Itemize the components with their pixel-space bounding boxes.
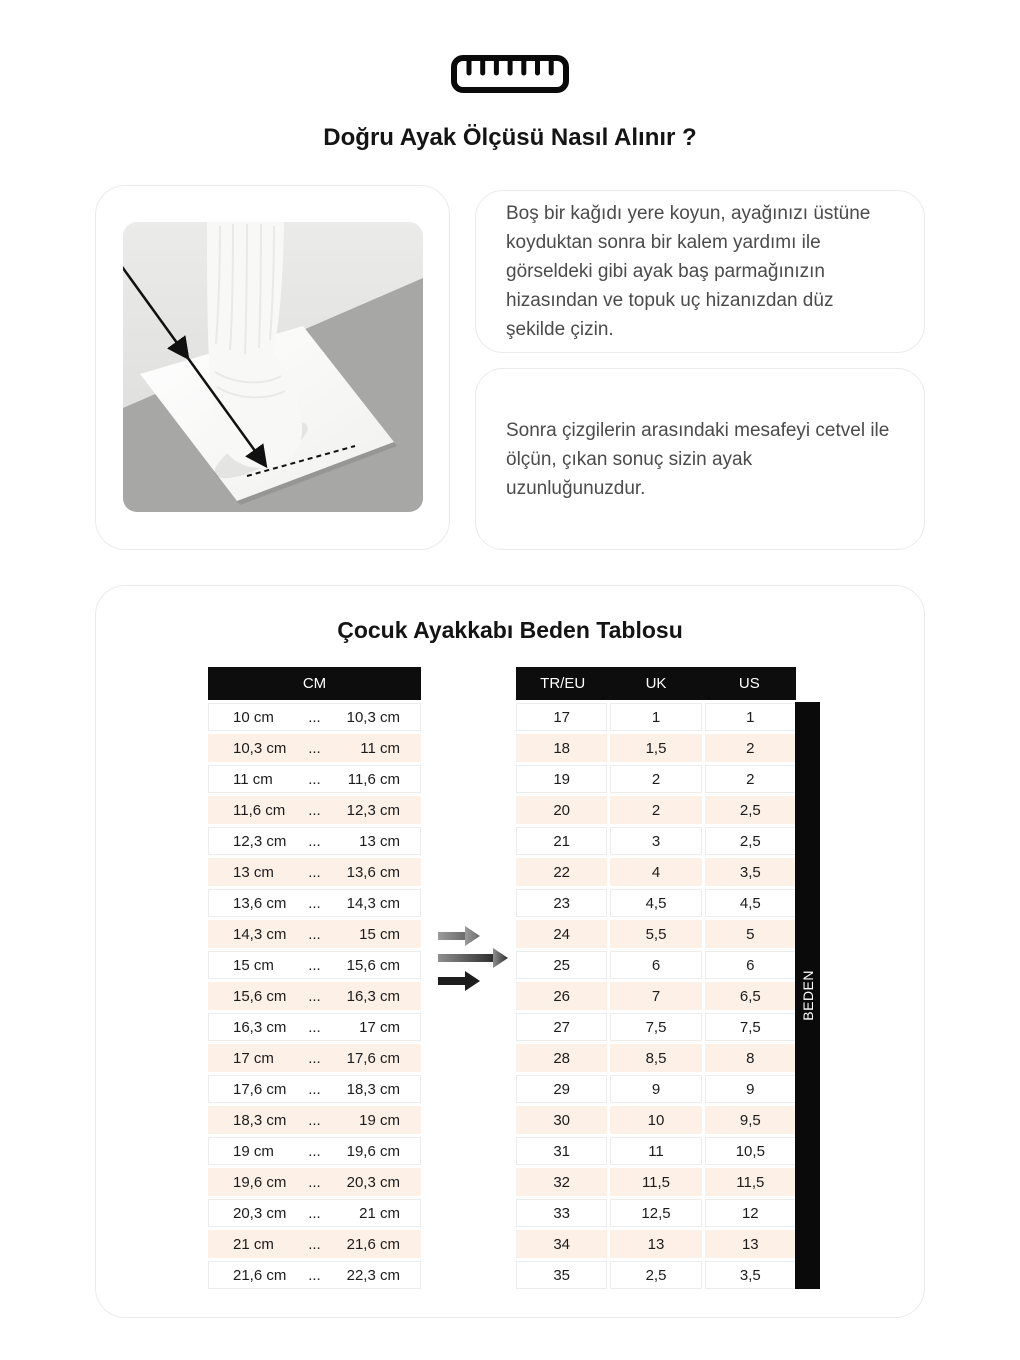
table-cell: 20 — [516, 796, 607, 824]
table-cell: 17 cm — [359, 1018, 400, 1036]
table-row — [516, 1106, 796, 1134]
table-row — [516, 1230, 796, 1258]
table-row — [516, 765, 796, 793]
table-cell: 15,6 cm — [346, 956, 400, 974]
table-cell: 7 — [610, 982, 701, 1010]
table-cell: ... — [308, 925, 321, 943]
table-cell: 2 — [610, 765, 701, 793]
table-cell: 1 — [705, 703, 796, 731]
instruction-step-2-text: Sonra çizgilerin arasındaki mesafeyi cetvel ile ölçün, çıkan sonuç sizin ayak uzunluğunuzdur. — [506, 419, 890, 499]
table-cell: 13 — [705, 1230, 796, 1258]
table-cell: 4,5 — [610, 889, 701, 917]
beden-label: BEDEN — [799, 970, 816, 1021]
table-cell: 12 — [705, 1199, 796, 1227]
table-cell: 32 — [516, 1168, 607, 1196]
table-row — [208, 703, 421, 731]
table-cell: 31 — [516, 1137, 607, 1165]
table-row — [516, 1013, 796, 1041]
table-cell: ... — [308, 1049, 321, 1067]
table-cell: 11,5 — [705, 1168, 796, 1196]
table-cell: ... — [308, 1111, 321, 1129]
table-cell: ... — [308, 770, 321, 788]
table-cell: 15,6 cm — [233, 987, 287, 1005]
table-cell: 11 cm — [233, 770, 273, 788]
table-cell: 7,5 — [705, 1013, 796, 1041]
table-cell: 20,3 cm — [346, 1173, 400, 1191]
table-cell: 21 cm — [359, 1204, 400, 1222]
table-cell: ... — [308, 987, 321, 1005]
instruction-step-1-card — [475, 190, 925, 353]
table-cell: ... — [308, 1235, 321, 1253]
table-cell: 11,6 cm — [347, 770, 400, 788]
table-row — [516, 734, 796, 762]
table-cell: ... — [308, 739, 321, 757]
table-row — [208, 1013, 421, 1041]
table-cell: 12,3 cm — [346, 801, 400, 819]
table-cell: 13 cm — [359, 832, 400, 850]
table-cell: 17 — [516, 703, 607, 731]
table-cell: 1 — [610, 703, 701, 731]
table-cell: 19,6 cm — [233, 1173, 287, 1191]
table-cell: 17 cm — [233, 1049, 274, 1067]
table-row — [208, 734, 421, 762]
table-cell: 30 — [516, 1106, 607, 1134]
size-table-body — [516, 703, 796, 1289]
table-row — [208, 889, 421, 917]
table-cell: 10 cm — [233, 708, 274, 726]
table-cell: 13,6 cm — [233, 894, 287, 912]
size-table-card — [95, 585, 925, 1318]
table-cell: 4 — [610, 858, 701, 886]
cm-range-table — [208, 667, 421, 1289]
table-cell: 13 — [610, 1230, 701, 1258]
table-cell: 11 — [610, 1137, 701, 1165]
table-cell: 2 — [610, 796, 701, 824]
table-cell: 18,3 cm — [346, 1080, 400, 1098]
table-cell: 21,6 cm — [233, 1266, 287, 1284]
table-cell: 10,5 — [705, 1137, 796, 1165]
table-row — [516, 920, 796, 948]
table-cell: 2 — [705, 734, 796, 762]
table-cell: 8,5 — [610, 1044, 701, 1072]
size-table-title: Çocuk Ayakkabı Beden Tablosu — [337, 617, 683, 643]
table-row — [516, 1261, 796, 1289]
table-cell: 23 — [516, 889, 607, 917]
mapping-arrows-icon — [438, 918, 518, 998]
table-cell: 24 — [516, 920, 607, 948]
table-cell: 20,3 cm — [233, 1204, 287, 1222]
table-cell: 3,5 — [705, 1261, 796, 1289]
table-cell: 18 — [516, 734, 607, 762]
table-row — [208, 1168, 421, 1196]
table-cell: 18,3 cm — [233, 1111, 287, 1129]
table-cell: 34 — [516, 1230, 607, 1258]
table-cell: 15 cm — [233, 956, 274, 974]
table-cell: 10,3 cm — [346, 708, 400, 726]
measurement-photo-card — [95, 185, 450, 550]
page-title: Doğru Ayak Ölçüsü Nasıl Alınır ? — [323, 124, 697, 151]
table-cell: 17,6 cm — [233, 1080, 287, 1098]
table-row — [516, 1199, 796, 1227]
table-cell: 2,5 — [610, 1261, 701, 1289]
table-row — [516, 1137, 796, 1165]
table-row — [516, 796, 796, 824]
table-cell: ... — [308, 956, 321, 974]
table-cell: 14,3 cm — [346, 894, 400, 912]
table-cell: 6 — [610, 951, 701, 979]
table-row — [208, 951, 421, 979]
table-cell: 3,5 — [705, 858, 796, 886]
table-cell: 6,5 — [705, 982, 796, 1010]
table-cell: 3 — [610, 827, 701, 855]
table-cell: 10 — [610, 1106, 701, 1134]
table-row — [516, 1168, 796, 1196]
beden-side-bar — [795, 702, 820, 1289]
table-cell: 6 — [705, 951, 796, 979]
header-tr-eu: TR/EU — [540, 675, 586, 692]
table-row — [208, 827, 421, 855]
table-cell: 19,6 cm — [346, 1142, 400, 1160]
table-cell: 21,6 cm — [346, 1235, 400, 1253]
table-cell: 9 — [610, 1075, 701, 1103]
table-cell: 26 — [516, 982, 607, 1010]
table-row — [208, 796, 421, 824]
table-cell: 28 — [516, 1044, 607, 1072]
table-cell: 21 cm — [233, 1235, 274, 1253]
table-cell: 16,3 cm — [233, 1018, 287, 1036]
cm-table-header: CM — [208, 667, 421, 700]
table-cell: 16,3 cm — [346, 987, 400, 1005]
table-cell: 4,5 — [705, 889, 796, 917]
table-row — [208, 1230, 421, 1258]
foot-measurement-photo — [123, 222, 423, 512]
ruler-icon — [95, 55, 925, 98]
table-cell: 10,3 cm — [233, 739, 287, 757]
table-cell: 9 — [705, 1075, 796, 1103]
table-cell: 22 — [516, 858, 607, 886]
table-cell: ... — [308, 708, 321, 726]
instruction-step-2-card — [475, 368, 925, 550]
table-cell: 9,5 — [705, 1106, 796, 1134]
table-cell: 2,5 — [705, 796, 796, 824]
header-uk: UK — [645, 675, 667, 692]
table-cell: 12,5 — [610, 1199, 701, 1227]
table-cell: ... — [308, 1266, 321, 1284]
table-cell: 15 cm — [359, 925, 400, 943]
table-cell: 5,5 — [610, 920, 701, 948]
table-row — [208, 765, 421, 793]
table-row — [208, 920, 421, 948]
size-table-header — [516, 667, 796, 700]
table-cell: 12,3 cm — [233, 832, 287, 850]
table-cell: 21 — [516, 827, 607, 855]
table-cell: 2,5 — [705, 827, 796, 855]
table-cell: 14,3 cm — [233, 925, 287, 943]
table-cell: ... — [308, 1173, 321, 1191]
table-row — [208, 982, 421, 1010]
instruction-step-1-text: Boş bir kağıdı yere koyun, ayağınızı üstüne koyduktan sonra bir kalem yardımı ile görseldeki gibi ayak baş parmağınızın hizasından ve topuk uç hizanızdan düz şekilde çizin. — [506, 203, 871, 340]
table-cell: ... — [308, 863, 321, 881]
table-cell: ... — [308, 832, 321, 850]
table-row — [516, 703, 796, 731]
table-cell: 13 cm — [233, 863, 274, 881]
table-cell: 25 — [516, 951, 607, 979]
table-cell: 11 cm — [360, 739, 400, 757]
table-cell: 2 — [705, 765, 796, 793]
table-row — [516, 951, 796, 979]
table-cell: 19 cm — [233, 1142, 274, 1160]
table-row — [516, 1075, 796, 1103]
table-row — [208, 1044, 421, 1072]
table-cell: 8 — [705, 1044, 796, 1072]
table-row — [208, 858, 421, 886]
table-row — [208, 1106, 421, 1134]
table-cell: ... — [308, 1018, 321, 1036]
table-row — [208, 1261, 421, 1289]
table-cell: 11,5 — [610, 1168, 701, 1196]
cm-table-body — [208, 703, 421, 1289]
table-cell: ... — [308, 1080, 321, 1098]
table-row — [208, 1075, 421, 1103]
table-cell: 19 — [516, 765, 607, 793]
table-cell: 5 — [705, 920, 796, 948]
table-row — [516, 889, 796, 917]
table-row — [208, 1199, 421, 1227]
table-cell: 35 — [516, 1261, 607, 1289]
table-row — [516, 1044, 796, 1072]
header-us: US — [738, 675, 760, 692]
table-cell: 19 cm — [359, 1111, 400, 1129]
table-cell: 22,3 cm — [346, 1266, 400, 1284]
table-cell: 29 — [516, 1075, 607, 1103]
size-conversion-table — [516, 667, 796, 1289]
table-cell: ... — [308, 801, 321, 819]
table-cell: 27 — [516, 1013, 607, 1041]
table-cell: 1,5 — [610, 734, 701, 762]
table-cell: ... — [308, 894, 321, 912]
table-cell: 17,6 cm — [346, 1049, 400, 1067]
table-row — [516, 858, 796, 886]
table-cell: ... — [308, 1142, 321, 1160]
table-row — [516, 982, 796, 1010]
table-row — [208, 1137, 421, 1165]
table-cell: 7,5 — [610, 1013, 701, 1041]
table-cell: 11,6 cm — [233, 801, 286, 819]
table-cell: 13,6 cm — [346, 863, 400, 881]
table-cell: 33 — [516, 1199, 607, 1227]
table-row — [516, 827, 796, 855]
table-cell: ... — [308, 1204, 321, 1222]
